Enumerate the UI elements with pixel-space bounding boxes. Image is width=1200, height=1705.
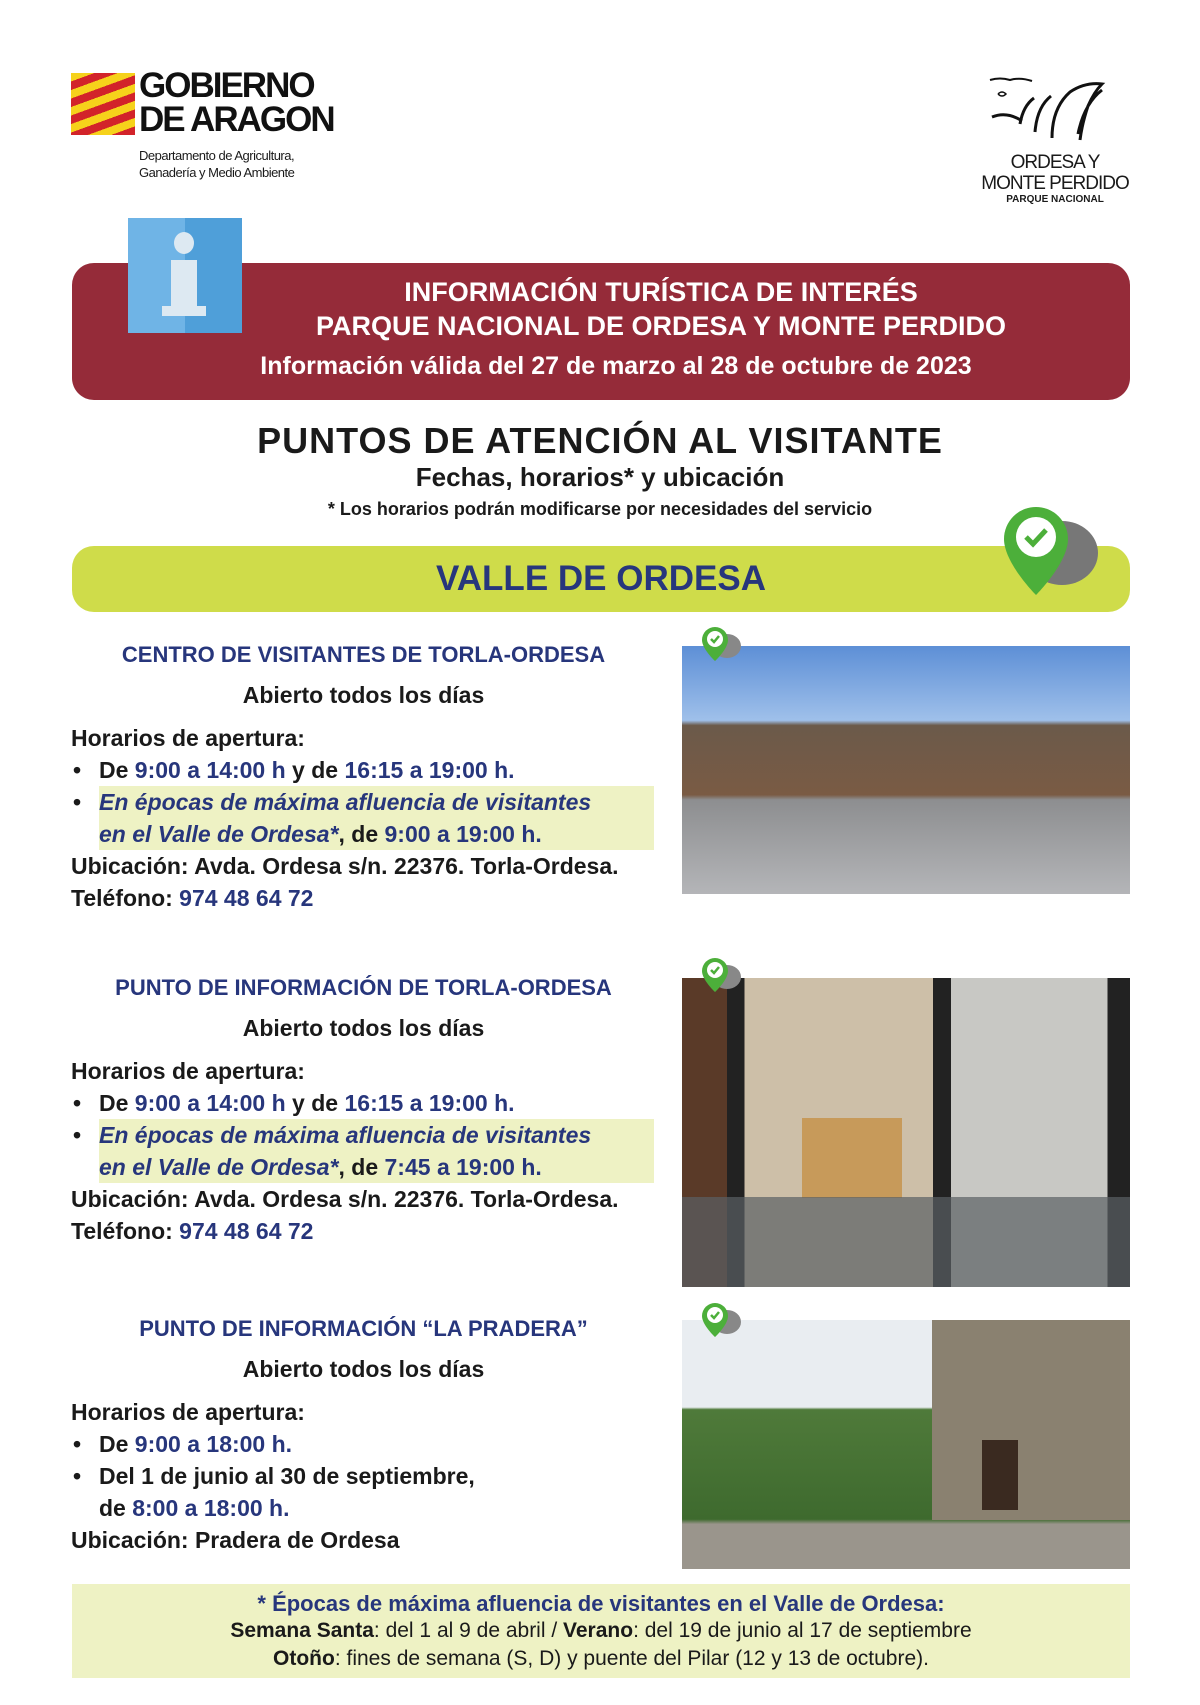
photo-punto-informacion-torla (682, 978, 1130, 1287)
hours-summer: • Del 1 de junio al 30 de septiembre, de 8:00 a 18:00 h. (71, 1460, 656, 1524)
open-days: Abierto todos los días (242, 1356, 485, 1382)
location: Ubicación: Avda. Ordesa s/n. 22376. Torla-Ordesa. (71, 1186, 619, 1212)
photo-la-pradera (682, 1320, 1130, 1569)
parque-line1: ORDESA Y (1010, 152, 1100, 173)
location: Ubicación: Avda. Ordesa s/n. 22376. Torla-Ordesa. (71, 853, 619, 879)
aragon-flag-icon (71, 73, 135, 135)
phone: Teléfono: 974 48 64 72 (71, 885, 314, 911)
logo-dept-2: Ganadería y Medio Ambiente (139, 165, 295, 180)
hours-label: Horarios de apertura: (71, 725, 305, 751)
banner-validity: Información válida del 27 de marzo al 28 de octubre de 2023 (260, 352, 972, 380)
section-centro-visitantes (71, 642, 656, 914)
section-title: CENTRO DE VISITANTES DE TORLA-ORDESA (121, 642, 606, 667)
hours-peak: • En épocas de máxima afluencia de visitantes en el Valle de Ordesa*, de 9:00 a 19:00 h. (99, 786, 654, 850)
hours-regular: • De 9:00 a 14:00 h y de 16:15 a 19:00 h. (71, 754, 656, 786)
section-title: PUNTO DE INFORMACIÓN “LA PRADERA” (139, 1316, 588, 1341)
location-check-icon (701, 957, 741, 993)
footer-line2: Semana Santa: del 1 al 9 de abril / Verano: del 19 de junio al 17 de septiembre (230, 1619, 972, 1642)
info-icon (128, 218, 242, 333)
hours-regular: • De 9:00 a 14:00 h y de 16:15 a 19:00 h. (71, 1087, 656, 1119)
photo-centro-visitantes (682, 646, 1130, 894)
open-days: Abierto todos los días (242, 1015, 485, 1041)
parque-line2: MONTE PERDIDO (981, 173, 1129, 194)
hours-label: Horarios de apertura: (71, 1399, 305, 1425)
schedule-note: * Los horarios podrán modificarse por necesidades del servicio (327, 499, 873, 519)
open-days: Abierto todos los días (242, 682, 485, 708)
parque-line3: PARQUE NACIONAL (1006, 194, 1104, 205)
logo-name-2: DE ARAGON (139, 100, 334, 139)
banner-line2: PARQUE NACIONAL DE ORDESA Y MONTE PERDIDO (315, 311, 1007, 341)
banner-line1: INFORMACIÓN TURÍSTICA DE INTERÉS (404, 277, 918, 307)
footer-title: * Épocas de máxima afluencia de visitantes en el Valle de Ordesa: (257, 1591, 945, 1616)
section-la-pradera (71, 1316, 656, 1556)
region-header: VALLE DE ORDESA (72, 546, 1130, 612)
section-punto-informacion-torla (71, 975, 656, 1247)
page-title: PUNTOS DE ATENCIÓN AL VISITANTE (257, 420, 943, 461)
parque-nacional-logo (975, 72, 1135, 205)
location-check-icon (701, 626, 741, 662)
hours-label: Horarios de apertura: (71, 1058, 305, 1084)
section-title: PUNTO DE INFORMACIÓN DE TORLA-ORDESA (115, 975, 612, 1000)
footer-line3: Otoño: fines de semana (S, D) y puente del Pilar (12 y 13 de octubre). (273, 1647, 929, 1670)
page-subtitle: Fechas, horarios* y ubicación (415, 462, 785, 492)
mountain-logo-icon (980, 72, 1130, 152)
hours-peak: • En épocas de máxima afluencia de visitantes en el Valle de Ordesa*, de 7:45 a 19:00 h. (99, 1119, 654, 1183)
hours-regular: • De 9:00 a 18:00 h. (71, 1428, 656, 1460)
logo-dept-1: Departamento de Agricultura, (139, 148, 295, 163)
location-check-icon (701, 1302, 741, 1338)
location-check-icon (1000, 503, 1100, 599)
phone: Teléfono: 974 48 64 72 (71, 1218, 314, 1244)
logo-name-1: GOBIERNO (139, 66, 314, 105)
peak-periods-footer (72, 1584, 1130, 1678)
location: Ubicación: Pradera de Ordesa (71, 1527, 400, 1553)
